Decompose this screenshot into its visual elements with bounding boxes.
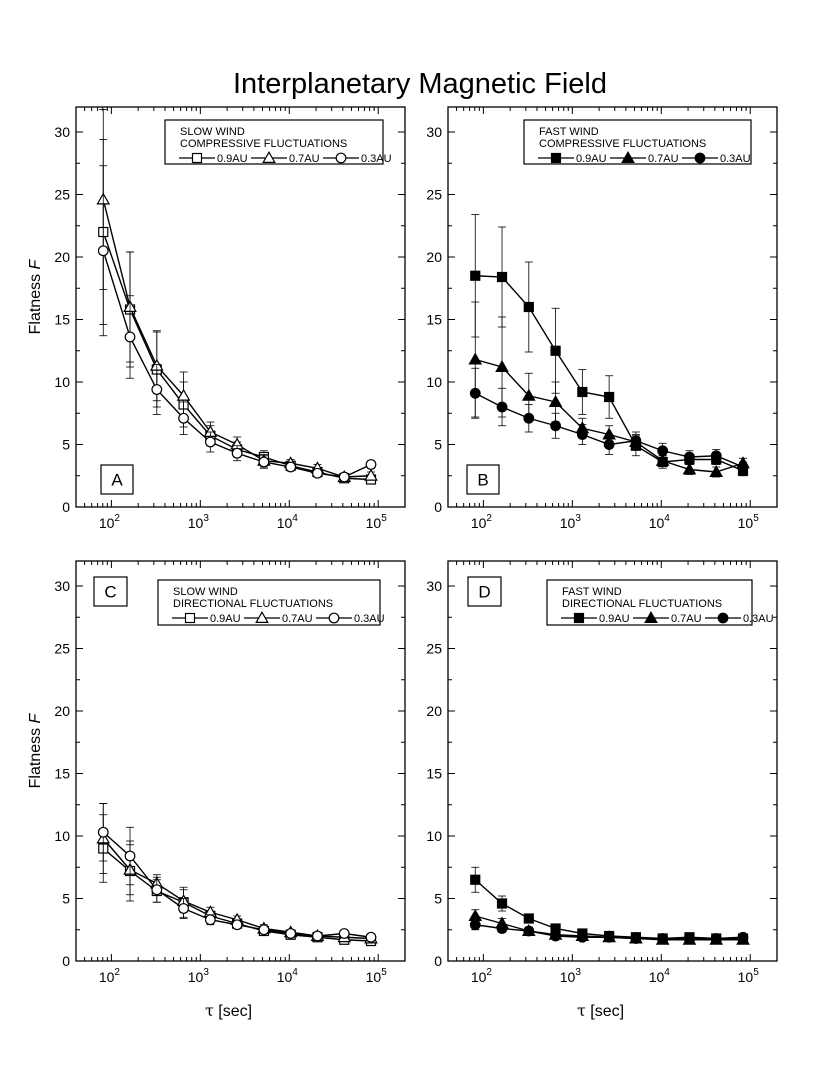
x-axis-label bbox=[205, 1001, 252, 1020]
legend-marker bbox=[695, 153, 705, 163]
data-point-circle bbox=[286, 929, 296, 939]
y-tick-label: 10 bbox=[426, 828, 442, 844]
x-tick-label-base: 10 bbox=[737, 969, 754, 985]
x-tick-label-base: 10 bbox=[276, 969, 293, 985]
data-point-circle bbox=[152, 385, 162, 395]
y-tick-label: 25 bbox=[426, 640, 442, 657]
data-point-circle bbox=[179, 904, 189, 914]
x-tick-label-base: 10 bbox=[187, 515, 204, 531]
y-tick-label: 5 bbox=[62, 436, 70, 453]
y-axis-label bbox=[27, 712, 44, 788]
y-axis-label bbox=[27, 258, 44, 334]
y-tick-label: 25 bbox=[426, 186, 442, 203]
legend-title-line-2: COMPRESSIVE FLUCTUATIONS bbox=[539, 138, 707, 150]
data-point-circle bbox=[685, 452, 695, 462]
data-point-circle bbox=[524, 413, 534, 423]
legend-marker-square bbox=[193, 154, 202, 163]
legend-marker-circle bbox=[329, 613, 339, 623]
x-tick-label-exponent: 5 bbox=[381, 967, 387, 978]
data-point-circle bbox=[366, 932, 376, 942]
y-tick-label: 30 bbox=[54, 578, 70, 594]
y-tick-label: 30 bbox=[54, 124, 70, 140]
x-tick-label-exponent: 3 bbox=[203, 967, 209, 978]
x-tick-label-base: 10 bbox=[470, 515, 487, 531]
y-tick-label: 0 bbox=[62, 499, 70, 515]
legend bbox=[158, 580, 385, 625]
legend-entry-label: 0.7AU bbox=[289, 153, 320, 165]
data-point-circle bbox=[470, 920, 480, 930]
y-tick-label: 30 bbox=[426, 578, 442, 594]
y-tick-label: 20 bbox=[426, 249, 442, 265]
legend-title-line-1: FAST WIND bbox=[562, 586, 622, 598]
data-point-square bbox=[498, 273, 507, 282]
legend-marker bbox=[186, 614, 195, 623]
legend-marker-square bbox=[552, 154, 561, 163]
data-point-circle bbox=[658, 446, 668, 456]
legend-marker bbox=[193, 154, 202, 163]
legend-entry-label: 0.9AU bbox=[217, 153, 248, 165]
legend-entry-label: 0.3AU bbox=[354, 613, 385, 625]
data-point-circle bbox=[578, 932, 588, 942]
legend-marker bbox=[336, 153, 346, 163]
x-tick-label-base: 10 bbox=[98, 515, 115, 531]
legend-title-line-1: SLOW WIND bbox=[180, 126, 245, 138]
legend-marker bbox=[329, 613, 339, 623]
y-tick-label: 15 bbox=[54, 765, 70, 782]
panel-label: A bbox=[111, 470, 123, 490]
panel-label: B bbox=[477, 470, 489, 490]
x-tick-label-base: 10 bbox=[559, 969, 576, 985]
legend-marker bbox=[575, 614, 584, 623]
x-tick-label-exponent: 2 bbox=[486, 967, 492, 978]
legend-title-line-1: FAST WIND bbox=[539, 126, 599, 138]
legend-entry-label: 0.7AU bbox=[648, 153, 679, 165]
x-tick-label-exponent: 3 bbox=[203, 513, 209, 524]
data-point-circle bbox=[604, 440, 614, 450]
y-tick-label: 10 bbox=[54, 374, 70, 390]
panel-label: D bbox=[478, 582, 491, 602]
data-point-circle bbox=[470, 388, 480, 398]
x-tick-label-exponent: 3 bbox=[575, 967, 581, 978]
data-point-square bbox=[551, 346, 560, 355]
data-point-circle bbox=[366, 460, 376, 470]
legend-entry-label: 0.3AU bbox=[743, 613, 774, 625]
y-tick-label: 30 bbox=[426, 124, 442, 140]
x-tick-label-base: 10 bbox=[365, 515, 382, 531]
x-axis-label-text: [sec] bbox=[213, 1003, 253, 1020]
x-tick-label-base: 10 bbox=[559, 515, 576, 531]
y-tick-label: 20 bbox=[54, 249, 70, 265]
legend-marker-square bbox=[575, 614, 584, 623]
legend bbox=[547, 580, 774, 625]
data-point-circle bbox=[631, 934, 641, 944]
legend-entry-label: 0.7AU bbox=[282, 613, 313, 625]
data-point-circle bbox=[206, 437, 216, 447]
data-point-circle bbox=[286, 462, 296, 472]
data-point-circle bbox=[738, 932, 748, 942]
data-point-circle bbox=[738, 462, 748, 472]
x-tick-label-base: 10 bbox=[98, 969, 115, 985]
legend-title-line-1: SLOW WIND bbox=[173, 586, 238, 598]
legend-entry-label: 0.3AU bbox=[361, 153, 392, 165]
data-point-circle bbox=[232, 920, 242, 930]
x-tick-label-base: 10 bbox=[737, 515, 754, 531]
x-axis-label bbox=[577, 1001, 624, 1020]
data-point-circle bbox=[259, 925, 269, 935]
data-point-circle bbox=[313, 931, 323, 941]
x-tick-label-base: 10 bbox=[276, 515, 293, 531]
data-point-square bbox=[471, 271, 480, 280]
legend-entry-label: 0.9AU bbox=[576, 153, 607, 165]
y-tick-label: 10 bbox=[54, 828, 70, 844]
x-tick-label-exponent: 5 bbox=[381, 513, 387, 524]
data-point-square bbox=[524, 914, 533, 923]
data-point-circle bbox=[578, 430, 588, 440]
data-point-circle bbox=[551, 421, 561, 431]
x-tick-label-base: 10 bbox=[365, 969, 382, 985]
x-axis-label-symbol: τ bbox=[576, 1001, 586, 1020]
data-point-square bbox=[498, 899, 507, 908]
x-axis-label-text: [sec] bbox=[585, 1003, 625, 1020]
x-tick-label-exponent: 4 bbox=[664, 513, 670, 524]
y-tick-label: 10 bbox=[426, 374, 442, 390]
x-axis-label-symbol: τ bbox=[204, 1001, 214, 1020]
y-tick-label: 0 bbox=[62, 953, 70, 969]
data-point-circle bbox=[179, 413, 189, 423]
data-point-circle bbox=[313, 468, 323, 478]
y-tick-label: 15 bbox=[426, 311, 442, 328]
data-point-circle bbox=[98, 827, 108, 837]
y-tick-label: 20 bbox=[54, 703, 70, 719]
legend-title-line-2: COMPRESSIVE FLUCTUATIONS bbox=[180, 138, 348, 150]
y-tick-label: 25 bbox=[54, 186, 70, 203]
y-axis-label-symbol: F bbox=[27, 259, 44, 270]
y-tick-label: 5 bbox=[434, 890, 442, 907]
data-point-circle bbox=[685, 934, 695, 944]
x-tick-label-exponent: 4 bbox=[664, 967, 670, 978]
data-point-circle bbox=[339, 929, 349, 939]
data-point-circle bbox=[259, 457, 269, 467]
x-tick-label-base: 10 bbox=[187, 969, 204, 985]
x-tick-label-exponent: 4 bbox=[292, 513, 298, 524]
y-tick-label: 20 bbox=[426, 703, 442, 719]
y-tick-label: 5 bbox=[62, 890, 70, 907]
y-tick-label: 0 bbox=[434, 953, 442, 969]
data-point-circle bbox=[551, 931, 561, 941]
data-point-square bbox=[471, 875, 480, 884]
legend-marker-circle bbox=[718, 613, 728, 623]
data-point-circle bbox=[125, 851, 135, 861]
data-point-circle bbox=[497, 402, 507, 412]
y-axis-label-symbol: F bbox=[27, 713, 44, 724]
x-tick-label-exponent: 2 bbox=[114, 513, 120, 524]
legend-entry-label: 0.7AU bbox=[671, 613, 702, 625]
data-point-circle bbox=[497, 924, 507, 934]
data-point-circle bbox=[206, 915, 216, 925]
data-point-circle bbox=[658, 934, 668, 944]
legend-marker bbox=[718, 613, 728, 623]
data-point-square bbox=[605, 393, 614, 402]
x-tick-label-base: 10 bbox=[648, 515, 665, 531]
data-point-circle bbox=[604, 932, 614, 942]
x-tick-label-exponent: 3 bbox=[575, 513, 581, 524]
y-axis-label-text: Flatness bbox=[27, 723, 44, 789]
x-tick-label-base: 10 bbox=[470, 969, 487, 985]
y-axis-label-text: Flatness bbox=[27, 269, 44, 335]
panel-label: C bbox=[104, 582, 117, 602]
legend-title-line-2: DIRECTIONAL FLUCTUATIONS bbox=[562, 598, 723, 610]
y-tick-label: 15 bbox=[426, 765, 442, 782]
legend-title-line-2: DIRECTIONAL FLUCTUATIONS bbox=[173, 598, 334, 610]
y-tick-label: 15 bbox=[54, 311, 70, 328]
y-tick-label: 5 bbox=[434, 436, 442, 453]
data-point-circle bbox=[711, 934, 721, 944]
data-point-circle bbox=[339, 472, 349, 482]
data-point-circle bbox=[125, 332, 135, 342]
y-tick-label: 25 bbox=[54, 640, 70, 657]
legend-entry-label: 0.9AU bbox=[210, 613, 241, 625]
x-tick-label-exponent: 4 bbox=[292, 967, 298, 978]
x-tick-label-base: 10 bbox=[648, 969, 665, 985]
data-point-circle bbox=[524, 926, 534, 936]
x-tick-label-exponent: 5 bbox=[753, 513, 759, 524]
legend-marker-circle bbox=[695, 153, 705, 163]
x-tick-label-exponent: 2 bbox=[486, 513, 492, 524]
legend-marker bbox=[552, 154, 561, 163]
data-point-circle bbox=[631, 436, 641, 446]
figure-title: Interplanetary Magnetic Field bbox=[233, 68, 607, 100]
data-point-circle bbox=[711, 451, 721, 461]
x-tick-label-exponent: 2 bbox=[114, 967, 120, 978]
data-point-circle bbox=[152, 885, 162, 895]
legend-entry-label: 0.3AU bbox=[720, 153, 751, 165]
x-tick-label-exponent: 5 bbox=[753, 967, 759, 978]
data-point-circle bbox=[232, 448, 242, 458]
data-point-square bbox=[524, 303, 533, 312]
legend-marker-square bbox=[186, 614, 195, 623]
legend-marker-circle bbox=[336, 153, 346, 163]
data-point-circle bbox=[98, 246, 108, 256]
legend bbox=[165, 120, 392, 165]
data-point-square bbox=[578, 388, 587, 397]
legend bbox=[524, 120, 751, 165]
y-tick-label: 0 bbox=[434, 499, 442, 515]
legend-entry-label: 0.9AU bbox=[599, 613, 630, 625]
